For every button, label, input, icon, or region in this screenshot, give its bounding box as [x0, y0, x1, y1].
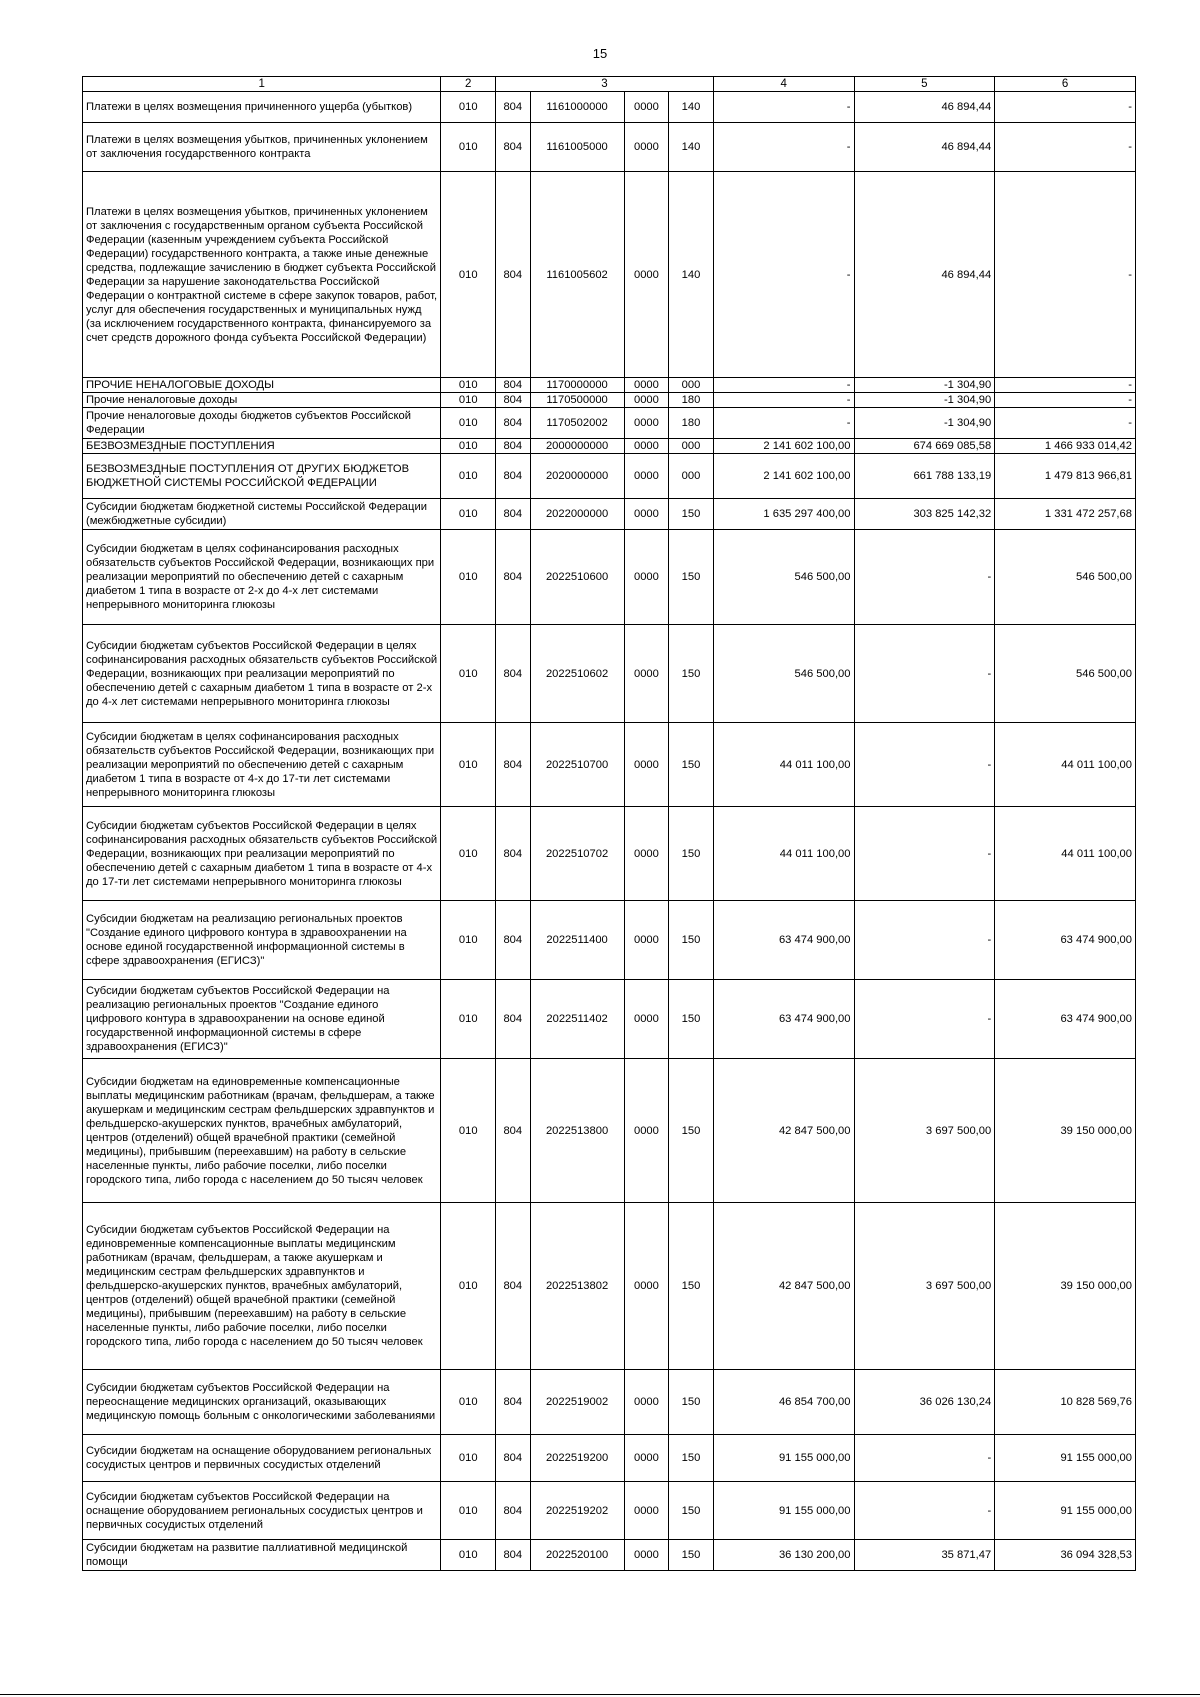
row-group-code: 804 [496, 378, 530, 393]
row-name: Субсидии бюджетам субъектов Российской Федерации в целях софинансирования расходных обязательств субъектов Российской Федерации, возникающих при реализации мероприятий по обеспечению детей с сахарным диабетом 1 типа в возрасте от 4-х до 17-ти лет системами непрерывного мониторинга глюкозы [83, 807, 441, 901]
row-revenue-code: 2022510702 [530, 807, 624, 901]
row-kosgu-code: 150 [669, 901, 714, 980]
row-admin-code: 010 [441, 625, 496, 723]
row-name: Субсидии бюджетам в целях софинансирования расходных обязательств субъектов Российской Федерации, возникающих при реализации мероприятий по обеспечению детей с сахарным диабетом 1 типа в возрасте от 2-х до 4-х лет системами непрерывного мониторинга глюкозы [83, 530, 441, 625]
row-admin-code: 010 [441, 1482, 496, 1540]
row-group-code: 804 [496, 1370, 530, 1435]
row-program-code: 0000 [624, 1540, 669, 1571]
row-executed: 46 894,44 [854, 172, 995, 378]
table-row [83, 1482, 1136, 1540]
row-program-code: 0000 [624, 123, 669, 172]
row-executed: - [854, 625, 995, 723]
row-program-code: 0000 [624, 378, 669, 393]
row-revenue-code: 1170502002 [530, 408, 624, 439]
row-approved: 1 635 297 400,00 [713, 499, 854, 530]
row-program-code: 0000 [624, 723, 669, 807]
row-group-code: 804 [496, 807, 530, 901]
row-remaining: 546 500,00 [995, 530, 1136, 625]
row-remaining: 39 150 000,00 [995, 1203, 1136, 1370]
row-admin-code: 010 [441, 901, 496, 980]
row-kosgu-code: 000 [669, 378, 714, 393]
table-row [83, 92, 1136, 123]
row-admin-code: 010 [441, 1370, 496, 1435]
row-executed: 36 026 130,24 [854, 1370, 995, 1435]
row-group-code: 804 [496, 439, 530, 454]
row-approved: - [713, 408, 854, 439]
row-group-code: 804 [496, 1482, 530, 1540]
row-kosgu-code: 180 [669, 393, 714, 408]
row-approved: 44 011 100,00 [713, 723, 854, 807]
row-approved: 46 854 700,00 [713, 1370, 854, 1435]
row-approved: - [713, 123, 854, 172]
row-revenue-code: 2022510700 [530, 723, 624, 807]
row-remaining: 1 479 813 966,81 [995, 454, 1136, 499]
row-program-code: 0000 [624, 807, 669, 901]
row-approved: 63 474 900,00 [713, 980, 854, 1059]
row-executed: 661 788 133,19 [854, 454, 995, 499]
table-row [83, 1203, 1136, 1370]
header-col-5: 5 [854, 77, 995, 92]
row-revenue-code: 2022513800 [530, 1059, 624, 1203]
row-approved: 63 474 900,00 [713, 901, 854, 980]
row-executed: -1 304,90 [854, 408, 995, 439]
row-kosgu-code: 150 [669, 625, 714, 723]
row-name: Платежи в целях возмещения убытков, причиненных уклонением от заключения государственного контракта [83, 123, 441, 172]
row-remaining: - [995, 92, 1136, 123]
row-program-code: 0000 [624, 1059, 669, 1203]
row-remaining: 91 155 000,00 [995, 1482, 1136, 1540]
row-executed: 46 894,44 [854, 123, 995, 172]
row-group-code: 804 [496, 499, 530, 530]
row-kosgu-code: 150 [669, 1482, 714, 1540]
row-executed: - [854, 723, 995, 807]
table-row [83, 408, 1136, 439]
row-program-code: 0000 [624, 393, 669, 408]
table-row [83, 1435, 1136, 1482]
row-approved: 91 155 000,00 [713, 1482, 854, 1540]
row-executed: 674 669 085,58 [854, 439, 995, 454]
row-revenue-code: 2022519002 [530, 1370, 624, 1435]
row-program-code: 0000 [624, 439, 669, 454]
row-name: Субсидии бюджетам субъектов Российской Федерации на оснащение оборудованием региональных сосудистых центров и первичных сосудистых отделений [83, 1482, 441, 1540]
row-revenue-code: 1170000000 [530, 378, 624, 393]
row-name: Прочие неналоговые доходы [83, 393, 441, 408]
row-remaining: 91 155 000,00 [995, 1435, 1136, 1482]
row-revenue-code: 2022511400 [530, 901, 624, 980]
row-program-code: 0000 [624, 1482, 669, 1540]
row-program-code: 0000 [624, 901, 669, 980]
row-revenue-code: 2022513802 [530, 1203, 624, 1370]
table-row [83, 530, 1136, 625]
row-admin-code: 010 [441, 499, 496, 530]
row-executed: - [854, 1435, 995, 1482]
row-admin-code: 010 [441, 1059, 496, 1203]
row-revenue-code: 2022511402 [530, 980, 624, 1059]
row-program-code: 0000 [624, 1435, 669, 1482]
row-admin-code: 010 [441, 1435, 496, 1482]
row-remaining: - [995, 123, 1136, 172]
row-program-code: 0000 [624, 92, 669, 123]
row-admin-code: 010 [441, 980, 496, 1059]
page-number: 15 [592, 46, 608, 61]
row-revenue-code: 1170500000 [530, 393, 624, 408]
row-approved: 91 155 000,00 [713, 1435, 854, 1482]
row-admin-code: 010 [441, 530, 496, 625]
row-admin-code: 010 [441, 1203, 496, 1370]
table-row [83, 499, 1136, 530]
row-name: БЕЗВОЗМЕЗДНЫЕ ПОСТУПЛЕНИЯ [83, 439, 441, 454]
row-executed: -1 304,90 [854, 393, 995, 408]
row-approved: 42 847 500,00 [713, 1203, 854, 1370]
table-row [83, 439, 1136, 454]
row-revenue-code: 2022000000 [530, 499, 624, 530]
row-kosgu-code: 150 [669, 723, 714, 807]
row-revenue-code: 2022519202 [530, 1482, 624, 1540]
row-admin-code: 010 [441, 393, 496, 408]
row-name: ПРОЧИЕ НЕНАЛОГОВЫЕ ДОХОДЫ [83, 378, 441, 393]
row-admin-code: 010 [441, 378, 496, 393]
row-name: Субсидии бюджетам на оснащение оборудованием региональных сосудистых центров и первичных сосудистых отделений [83, 1435, 441, 1482]
row-remaining: 63 474 900,00 [995, 980, 1136, 1059]
row-group-code: 804 [496, 980, 530, 1059]
row-group-code: 804 [496, 625, 530, 723]
row-executed: 3 697 500,00 [854, 1203, 995, 1370]
row-remaining: 44 011 100,00 [995, 723, 1136, 807]
row-approved: - [713, 172, 854, 378]
row-approved: 546 500,00 [713, 625, 854, 723]
row-executed: - [854, 1482, 995, 1540]
row-program-code: 0000 [624, 408, 669, 439]
row-admin-code: 010 [441, 172, 496, 378]
row-executed: - [854, 901, 995, 980]
row-revenue-code: 2022519200 [530, 1435, 624, 1482]
row-remaining: 1 331 472 257,68 [995, 499, 1136, 530]
table-row [83, 1540, 1136, 1571]
row-program-code: 0000 [624, 625, 669, 723]
row-name: Платежи в целях возмещения убытков, причиненных уклонением от заключения с государственным органом субъекта Российской Федерации (казенным учреждением субъекта Российской Федерации) государственного контракта, а также иные денежные средства, подлежащие зачислению в бюджет субъекта Российской Федерации за нарушение законодательства Российской Федерации о контрактной системе в сфере закупок товаров, работ, услуг для обеспечения государственных и муниципальных нужд (за исключением государственного контракта, финансируемого за счет средств дорожного фонда субъекта Российской Федерации) [83, 172, 441, 378]
row-name: Субсидии бюджетам субъектов Российской Федерации в целях софинансирования расходных обязательств субъектов Российской Федерации, возникающих при реализации мероприятий по обеспечению детей с сахарным диабетом 1 типа в возрасте от 2-х до 4-х лет системами непрерывного мониторинга глюкозы [83, 625, 441, 723]
row-approved: 36 130 200,00 [713, 1540, 854, 1571]
row-kosgu-code: 000 [669, 454, 714, 499]
row-kosgu-code: 150 [669, 1059, 714, 1203]
row-approved: - [713, 378, 854, 393]
row-admin-code: 010 [441, 454, 496, 499]
table-body [83, 77, 1136, 1571]
row-kosgu-code: 140 [669, 172, 714, 378]
row-group-code: 804 [496, 172, 530, 378]
row-admin-code: 010 [441, 439, 496, 454]
row-remaining: - [995, 408, 1136, 439]
table-row [83, 1059, 1136, 1203]
row-kosgu-code: 150 [669, 1540, 714, 1571]
row-name: БЕЗВОЗМЕЗДНЫЕ ПОСТУПЛЕНИЯ ОТ ДРУГИХ БЮДЖЕТОВ БЮДЖЕТНОЙ СИСТЕМЫ РОССИЙСКОЙ ФЕДЕРАЦИИ [83, 454, 441, 499]
row-kosgu-code: 150 [669, 980, 714, 1059]
row-admin-code: 010 [441, 1540, 496, 1571]
row-remaining: 546 500,00 [995, 625, 1136, 723]
row-kosgu-code: 150 [669, 499, 714, 530]
row-group-code: 804 [496, 123, 530, 172]
row-group-code: 804 [496, 408, 530, 439]
row-kosgu-code: 150 [669, 1370, 714, 1435]
row-remaining: - [995, 393, 1136, 408]
row-revenue-code: 2020000000 [530, 454, 624, 499]
table-row [83, 393, 1136, 408]
row-program-code: 0000 [624, 499, 669, 530]
row-approved: 546 500,00 [713, 530, 854, 625]
row-revenue-code: 2022510600 [530, 530, 624, 625]
row-approved: - [713, 393, 854, 408]
row-kosgu-code: 000 [669, 439, 714, 454]
row-group-code: 804 [496, 1059, 530, 1203]
row-kosgu-code: 150 [669, 1435, 714, 1482]
row-approved: 2 141 602 100,00 [713, 439, 854, 454]
row-remaining: 10 828 569,76 [995, 1370, 1136, 1435]
header-col-2: 2 [441, 77, 496, 92]
row-name: Субсидии бюджетам субъектов Российской Федерации на реализацию региональных проектов "Создание единого цифрового контура в здравоохранении на основе единой государственной информационной системы в сфере здравоохранения (ЕГИСЗ)" [83, 980, 441, 1059]
row-program-code: 0000 [624, 530, 669, 625]
row-name: Субсидии бюджетам субъектов Российской Федерации на единовременные компенсационные выплаты медицинским работникам (врачам, фельдшерам, а также акушеркам и медицинским сестрам фельдшерских здравпунктов и фельдшерско-акушерских пунктов, врачебных амбулаторий, центров (отделений) общей врачебной практики (семейной медицины), прибывшим (переехавшим) на работу в сельские населенные пункты, либо рабочие поселки, либо поселки городского типа, либо города с населением до 50 тысяч человек [83, 1203, 441, 1370]
row-remaining: - [995, 172, 1136, 378]
row-program-code: 0000 [624, 454, 669, 499]
row-revenue-code: 1161005000 [530, 123, 624, 172]
row-group-code: 804 [496, 92, 530, 123]
row-admin-code: 010 [441, 92, 496, 123]
row-revenue-code: 1161000000 [530, 92, 624, 123]
header-col-4: 4 [713, 77, 854, 92]
row-executed: - [854, 530, 995, 625]
row-approved: 42 847 500,00 [713, 1059, 854, 1203]
table-row [83, 901, 1136, 980]
row-program-code: 0000 [624, 980, 669, 1059]
row-executed: - [854, 807, 995, 901]
header-row [83, 77, 1136, 92]
table-row [83, 378, 1136, 393]
row-group-code: 804 [496, 1540, 530, 1571]
row-executed: 46 894,44 [854, 92, 995, 123]
table-row [83, 723, 1136, 807]
table-row [83, 625, 1136, 723]
row-kosgu-code: 180 [669, 408, 714, 439]
row-group-code: 804 [496, 393, 530, 408]
row-revenue-code: 1161005602 [530, 172, 624, 378]
row-remaining: 44 011 100,00 [995, 807, 1136, 901]
row-admin-code: 010 [441, 408, 496, 439]
row-name: Субсидии бюджетам в целях софинансирования расходных обязательств субъектов Российской Федерации, возникающих при реализации мероприятий по обеспечению детей с сахарным диабетом 1 типа в возрасте от 4-х до 17-ти лет системами непрерывного мониторинга глюкозы [83, 723, 441, 807]
header-col-1: 1 [83, 77, 441, 92]
row-admin-code: 010 [441, 123, 496, 172]
table-row [83, 172, 1136, 378]
row-kosgu-code: 150 [669, 1203, 714, 1370]
header-col-6: 6 [995, 77, 1136, 92]
row-approved: 44 011 100,00 [713, 807, 854, 901]
row-group-code: 804 [496, 723, 530, 807]
row-group-code: 804 [496, 530, 530, 625]
row-program-code: 0000 [624, 1370, 669, 1435]
row-name: Субсидии бюджетам бюджетной системы Российской Федерации (межбюджетные субсидии) [83, 499, 441, 530]
row-remaining: 63 474 900,00 [995, 901, 1136, 980]
row-name: Субсидии бюджетам на реализацию региональных проектов "Создание единого цифрового контура в здравоохранении на основе единой государственной информационной системы в сфере здравоохранения (ЕГИСЗ)" [83, 901, 441, 980]
row-kosgu-code: 140 [669, 92, 714, 123]
row-revenue-code: 2022520100 [530, 1540, 624, 1571]
row-executed: -1 304,90 [854, 378, 995, 393]
table-row [83, 454, 1136, 499]
row-remaining: 39 150 000,00 [995, 1059, 1136, 1203]
page-bottom-rule [0, 1694, 1200, 1695]
row-program-code: 0000 [624, 1203, 669, 1370]
row-name: Субсидии бюджетам субъектов Российской Федерации на переоснащение медицинских организаций, оказывающих медицинскую помощь больным с онкологическими заболеваниями [83, 1370, 441, 1435]
table-row [83, 980, 1136, 1059]
row-kosgu-code: 150 [669, 807, 714, 901]
row-group-code: 804 [496, 454, 530, 499]
row-revenue-code: 2000000000 [530, 439, 624, 454]
table-row [83, 807, 1136, 901]
header-col-3: 3 [496, 77, 714, 92]
row-admin-code: 010 [441, 723, 496, 807]
row-admin-code: 010 [441, 807, 496, 901]
row-kosgu-code: 150 [669, 530, 714, 625]
row-name: Платежи в целях возмещения причиненного ущерба (убытков) [83, 92, 441, 123]
row-group-code: 804 [496, 1435, 530, 1482]
row-remaining: 36 094 328,53 [995, 1540, 1136, 1571]
row-executed: 35 871,47 [854, 1540, 995, 1571]
revenue-table [82, 76, 1136, 1571]
table-row [83, 123, 1136, 172]
row-remaining: - [995, 378, 1136, 393]
row-approved: 2 141 602 100,00 [713, 454, 854, 499]
row-executed: 303 825 142,32 [854, 499, 995, 530]
row-executed: - [854, 980, 995, 1059]
row-revenue-code: 2022510602 [530, 625, 624, 723]
row-group-code: 804 [496, 901, 530, 980]
table-row [83, 1370, 1136, 1435]
row-group-code: 804 [496, 1203, 530, 1370]
row-executed: 3 697 500,00 [854, 1059, 995, 1203]
row-kosgu-code: 140 [669, 123, 714, 172]
row-program-code: 0000 [624, 172, 669, 378]
row-name: Прочие неналоговые доходы бюджетов субъектов Российской Федерации [83, 408, 441, 439]
row-remaining: 1 466 933 014,42 [995, 439, 1136, 454]
row-name: Субсидии бюджетам на единовременные компенсационные выплаты медицинским работникам (врачам, фельдшерам, а также акушеркам и медицинским сестрам фельдшерских здравпунктов и фельдшерско-акушерских пунктов, врачебных амбулаторий, центров (отделений) общей врачебной практики (семейной медицины), прибывшим (переехавшим) на работу в сельские населенные пункты, либо рабочие поселки, либо поселки городского типа, либо города с населением до 50 тысяч человек [83, 1059, 441, 1203]
row-name: Субсидии бюджетам на развитие паллиативной медицинской помощи [83, 1540, 441, 1571]
row-approved: - [713, 92, 854, 123]
